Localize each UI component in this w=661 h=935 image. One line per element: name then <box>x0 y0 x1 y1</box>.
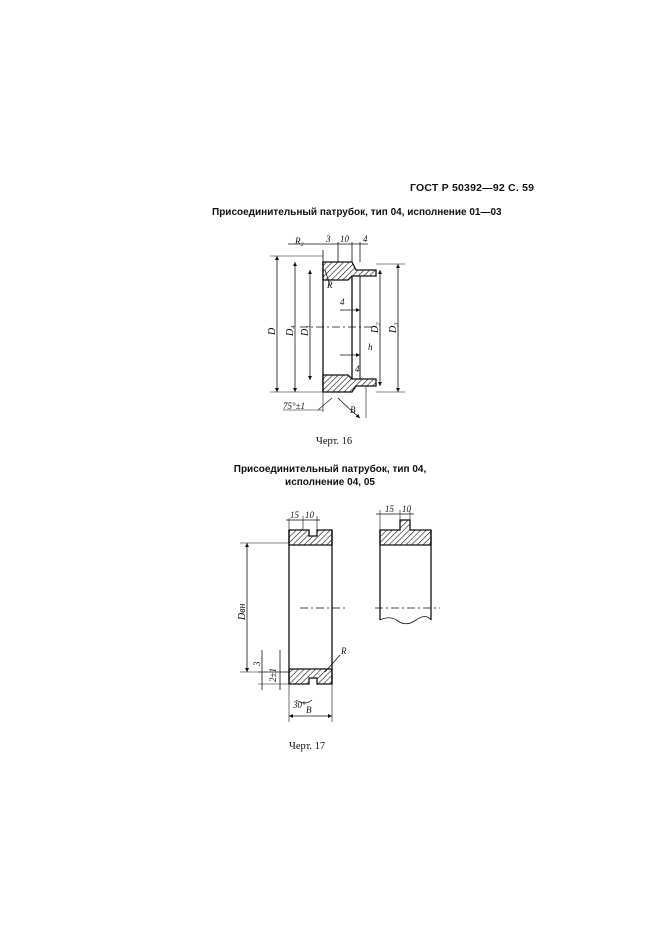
fig17-label-r: R <box>341 646 347 656</box>
fig16-label-D3: D₃ <box>388 322 399 333</box>
fig16-label-angle: 75°±1 <box>283 401 306 411</box>
fig16-label-D1: D₁ <box>300 325 311 336</box>
fig16-label-4b: 4 <box>340 297 345 307</box>
fig16-label-3: 3 <box>326 234 331 244</box>
fig17-label-dvn: Dвн <box>237 603 248 620</box>
fig16-label-10: 10 <box>340 234 349 244</box>
fig16-label-D2: D₂ <box>370 322 381 333</box>
figure17-caption: Черт. 17 <box>289 741 326 752</box>
fig16-label-D: D <box>267 327 278 335</box>
fig16-label-D4: D₄ <box>285 325 296 336</box>
figure16-caption: Черт. 16 <box>316 436 353 447</box>
fig17-label-3: 3 <box>252 661 262 666</box>
fig17-alt-label-15: 15 <box>385 504 394 514</box>
fig17-label-2pm1: 2±1 <box>268 668 278 682</box>
figure17-title-line1: Присоединительный патрубок, тип 04, <box>233 464 427 475</box>
fig16-label-r2: R₂ <box>295 236 304 246</box>
fig17-label-15: 15 <box>290 510 299 520</box>
fig16-label-r: R <box>327 280 333 290</box>
fig17-alt-label-10: 10 <box>402 504 411 514</box>
figure17-section <box>240 516 345 722</box>
figure16-title: Присоединительный патрубок, тип 04, исполнение 01—03 <box>212 207 502 218</box>
figure17-title-line2: исполнение 04, 05 <box>285 477 375 488</box>
figure17-alt-section <box>375 510 440 624</box>
fig16-label-b: B <box>350 405 356 415</box>
figure17-alt-labels <box>385 504 412 514</box>
fig16-label-4: 4 <box>363 234 368 244</box>
fig17-label-10: 10 <box>305 510 314 520</box>
fig17-label-angle: 30° <box>293 700 306 710</box>
fig16-label-4c: 4 <box>355 364 360 374</box>
fig16-label-h: h <box>368 342 373 352</box>
page-header: ГОСТ Р 50392—92 С. 59 <box>410 182 535 194</box>
fig17-label-b: B <box>306 705 312 715</box>
